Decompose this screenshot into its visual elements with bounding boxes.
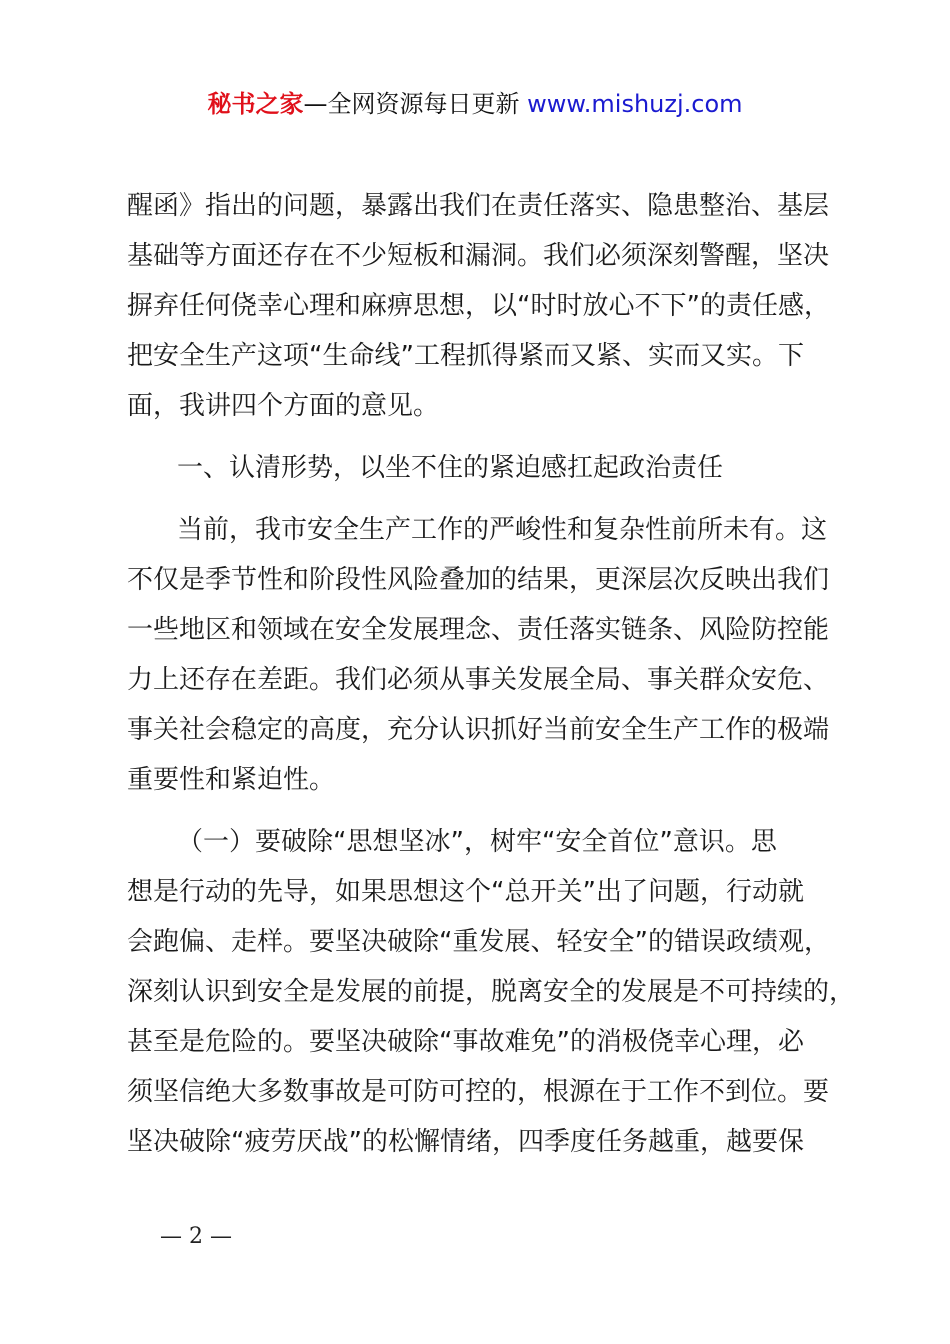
document-body (127, 181, 856, 1179)
text-line: 深刻认识到安全是发展的前提，脱离安全的发展是不可持续的， (127, 977, 856, 1007)
text-line: 事关社会稳定的高度，充分认识抓好当前安全生产工作的极端 (127, 715, 830, 745)
text-line: 面，我讲四个方面的意见。 (127, 391, 440, 421)
paragraph-intro-continued (127, 181, 837, 431)
text-line: 重要性和紧迫性。 (127, 765, 336, 795)
text-line: 醒函》指出的问题，暴露出我们在责任落实、隐患整治、基层 (127, 191, 830, 221)
text-line: 力上还存在差距。我们必须从事关发展全局、事关群众安危、 (127, 665, 830, 695)
paragraph-situation (127, 505, 837, 805)
text-line: 想是行动的先导，如果思想这个“总开关”出了问题，行动就 (127, 877, 804, 907)
site-url-link[interactable]: www.mishuzj.com (527, 90, 743, 118)
text-line: 基础等方面还存在不少短板和漏洞。我们必须深刻警醒，坚决 (127, 241, 830, 271)
text-line: 会跑偏、走样。要坚决破除“重发展、轻安全”的错误政绩观， (127, 927, 830, 957)
text-line: 把安全生产这项“生命线”工程抓得紧而又紧、实而又实。下 (127, 341, 804, 371)
text-line: 摒弃任何侥幸心理和麻痹思想，以“时时放心不下”的责任感， (127, 291, 830, 321)
brand-name: 秘书之家 (207, 90, 304, 118)
text-line: 当前，我市安全生产工作的严峻性和复杂性前所未有。这 (177, 515, 828, 545)
heading-text: 一、认清形势，以坐不住的紧迫感扛起政治责任 (177, 453, 724, 483)
text-line: 不仅是季节性和阶段性风险叠加的结果，更深层次反映出我们 (127, 565, 830, 595)
text-line: （一）要破除“思想坚冰”，树牢“安全首位”意识。思 (177, 827, 777, 857)
page-number: — 2 — (160, 1224, 232, 1249)
text-line: 甚至是危险的。要坚决破除“事故难免”的消极侥幸心理，必 (127, 1027, 804, 1057)
text-line: 一些地区和领域在安全发展理念、责任落实链条、风险防控能 (127, 615, 830, 645)
header-tagline: —全网资源每日更新 (303, 90, 528, 118)
paragraph-subsection-1 (127, 817, 856, 1167)
text-line: 须坚信绝大多数事故是可防可控的，根源在于工作不到位。要 (127, 1077, 830, 1107)
text-line: 坚决破除“疲劳厌战”的松懈情绪，四季度任务越重，越要保 (127, 1127, 804, 1157)
site-header (0, 86, 950, 122)
section-heading-1 (127, 443, 837, 493)
